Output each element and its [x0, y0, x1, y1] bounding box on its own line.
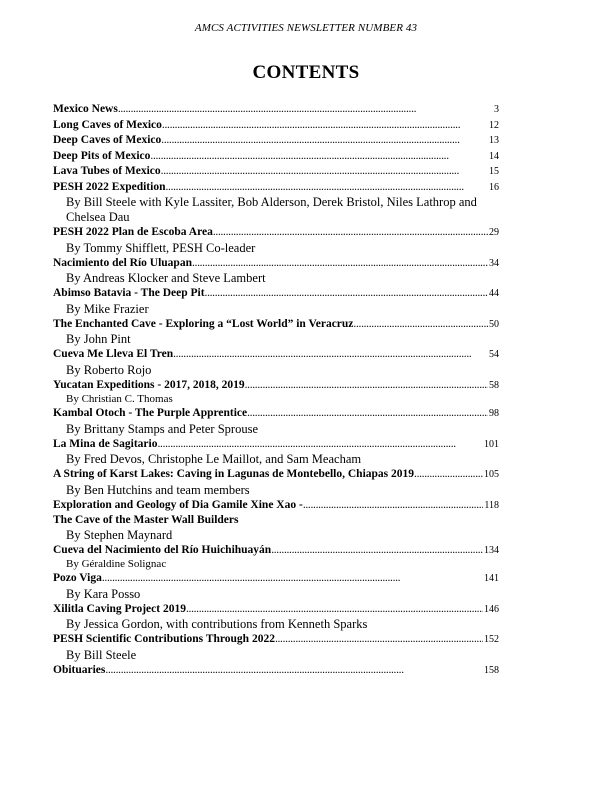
toc-entry[interactable] — [53, 467, 499, 483]
toc-entry-title: PESH 2022 Expedition — [53, 180, 166, 193]
toc-entry[interactable] — [53, 133, 499, 149]
toc-entry[interactable] — [53, 437, 499, 453]
toc-entry-page: 105 — [484, 469, 499, 480]
toc-entry-page: 146 — [484, 603, 499, 615]
toc-entry-page: 3 — [494, 104, 499, 115]
toc-byline: By Géraldine Solignac — [66, 558, 167, 570]
toc-entry[interactable] — [53, 102, 499, 118]
toc-entry-page: 152 — [484, 634, 499, 645]
toc-entry[interactable] — [53, 663, 499, 679]
toc-entry-page: 12 — [489, 119, 499, 131]
toc-entry[interactable] — [53, 378, 499, 394]
toc-entry[interactable] — [53, 149, 499, 165]
toc-entry[interactable] — [53, 632, 499, 648]
toc-entry-title: Xilitla Caving Project 2019 — [53, 602, 186, 615]
toc-entry[interactable] — [53, 286, 499, 302]
toc-entry[interactable] — [53, 256, 499, 272]
toc-entry-title: A String of Karst Lakes: Caving in Lagunas de Montebello, Chiapas 2019 — [53, 468, 415, 480]
dot-leader — [186, 602, 483, 617]
toc-entry[interactable] — [53, 406, 499, 422]
dot-leader — [192, 256, 488, 271]
toc-entry-title: The Enchanted Cave - Exploring a “Lost World” in Veracruz — [53, 317, 354, 330]
toc-byline: By Roberto Rojo — [66, 362, 152, 377]
toc-entry-page: 16 — [489, 181, 499, 193]
toc-byline: By Bill Steele — [66, 647, 137, 662]
toc-entry-page: 29 — [489, 227, 499, 238]
toc-entry-page: 14 — [489, 150, 499, 162]
dot-leader — [162, 118, 488, 133]
toc-entry-page: 141 — [484, 573, 499, 584]
toc-entry-title: The Cave of the Master Wall Builders — [53, 514, 239, 526]
toc-entry[interactable] — [53, 164, 499, 180]
toc-byline: By Christian C. Thomas — [66, 393, 173, 405]
toc-entry[interactable] — [53, 513, 499, 528]
toc-entry-title: Abimso Batavia - The Deep Pit — [53, 287, 205, 299]
toc-byline: By Mike Frazier — [66, 301, 149, 316]
toc-entry-page: 98 — [489, 408, 499, 419]
newsletter-header: AMCS ACTIVITIES NEWSLETTER NUMBER 43 — [194, 22, 418, 34]
toc-byline: By Kara Posso — [66, 586, 141, 601]
toc-entry-page: 50 — [489, 318, 499, 330]
toc-entry-page: 58 — [489, 379, 499, 391]
dot-leader — [275, 632, 483, 647]
toc-entry-title: PESH 2022 Plan de Escoba Area — [53, 226, 213, 238]
toc-entry-title: Nacimiento del Río Uluapan — [53, 256, 192, 269]
toc-entry[interactable] — [53, 602, 499, 618]
dot-leader — [271, 543, 483, 558]
toc-entry-title: Long Caves of Mexico — [53, 118, 162, 131]
dot-leader — [173, 347, 488, 362]
toc-entry-title: PESH Scientific Contributions Through 2022 — [53, 633, 275, 645]
toc-entry-title: Deep Caves of Mexico — [53, 134, 162, 146]
toc-entry-page: 134 — [484, 544, 499, 556]
toc-entry-title: Obituaries — [53, 663, 106, 676]
toc-entry-page: 13 — [489, 135, 499, 146]
dot-leader — [161, 164, 488, 179]
toc-entry[interactable] — [53, 498, 499, 514]
toc-byline: By Fred Devos, Christophe Le Maillot, and Sam Meacham — [66, 452, 362, 466]
dot-leader — [150, 149, 488, 164]
toc-byline: By Stephen Maynard — [66, 527, 173, 542]
toc-entry-title: La Mina de Sagitario — [53, 437, 158, 450]
toc-entry[interactable] — [53, 347, 499, 363]
dot-leader — [353, 317, 488, 332]
toc-entry-page: 34 — [489, 257, 499, 269]
toc-byline: By Ben Hutchins and team members — [66, 482, 250, 497]
toc-byline: By Brittany Stamps and Peter Sprouse — [66, 421, 258, 436]
toc-entry-page: 118 — [484, 499, 499, 511]
toc-entry-title: Lava Tubes of Mexico — [53, 165, 161, 177]
toc-entry-title: Exploration and Geology of Dia Gamile Xine Xao - — [53, 498, 303, 511]
page-title: CONTENTS — [252, 62, 360, 83]
toc-entry[interactable] — [53, 543, 499, 559]
toc-entry-title: Cueva del Nacimiento del Río Huichihuayán — [53, 543, 272, 556]
toc-entry[interactable] — [53, 225, 499, 241]
toc-byline: By John Pint — [66, 332, 131, 346]
toc-entry[interactable] — [53, 180, 499, 196]
toc-byline: By Jessica Gordon, with contributions from Kenneth Sparks — [66, 617, 368, 631]
dot-leader — [105, 663, 483, 678]
toc-entry[interactable] — [53, 571, 499, 587]
toc-entry-page: 158 — [484, 664, 499, 676]
toc-entry-title: Cueva Me Lleva El Tren — [53, 348, 174, 360]
toc-byline: By Andreas Klocker and Steve Lambert — [66, 271, 266, 285]
dot-leader — [247, 406, 488, 421]
toc-entry-page: 15 — [489, 166, 499, 177]
toc-entry-title: Kambal Otoch - The Purple Apprentice — [53, 407, 248, 419]
dot-leader — [213, 225, 488, 240]
dot-leader — [245, 378, 488, 393]
dot-leader — [157, 437, 483, 452]
toc-entry-title: Yucatan Expeditions - 2017, 2018, 2019 — [53, 378, 245, 391]
dot-leader — [118, 102, 493, 117]
toc-entry-page: 44 — [489, 288, 499, 299]
toc-entry-page: 101 — [484, 438, 499, 450]
table-of-contents — [53, 102, 499, 678]
dot-leader — [161, 133, 488, 148]
dot-leader — [414, 467, 483, 482]
toc-entry-title: Pozo Viga — [53, 572, 102, 584]
toc-entry-page: 54 — [489, 349, 499, 360]
toc-entry-title: Mexico News — [53, 103, 118, 115]
toc-entry-title: Deep Pits of Mexico — [53, 149, 151, 162]
dot-leader — [165, 180, 488, 195]
toc-entry[interactable] — [53, 118, 499, 134]
toc-byline: By Bill Steele with Kyle Lassiter, Bob Alderson, Derek Bristol, Niles Lathrop and Chelsea Dau — [66, 195, 477, 224]
toc-byline: By Tommy Shifflett, PESH Co-leader — [66, 240, 256, 255]
dot-leader — [205, 286, 488, 301]
toc-entry[interactable] — [53, 317, 499, 333]
dot-leader — [102, 571, 483, 586]
dot-leader — [303, 498, 484, 513]
